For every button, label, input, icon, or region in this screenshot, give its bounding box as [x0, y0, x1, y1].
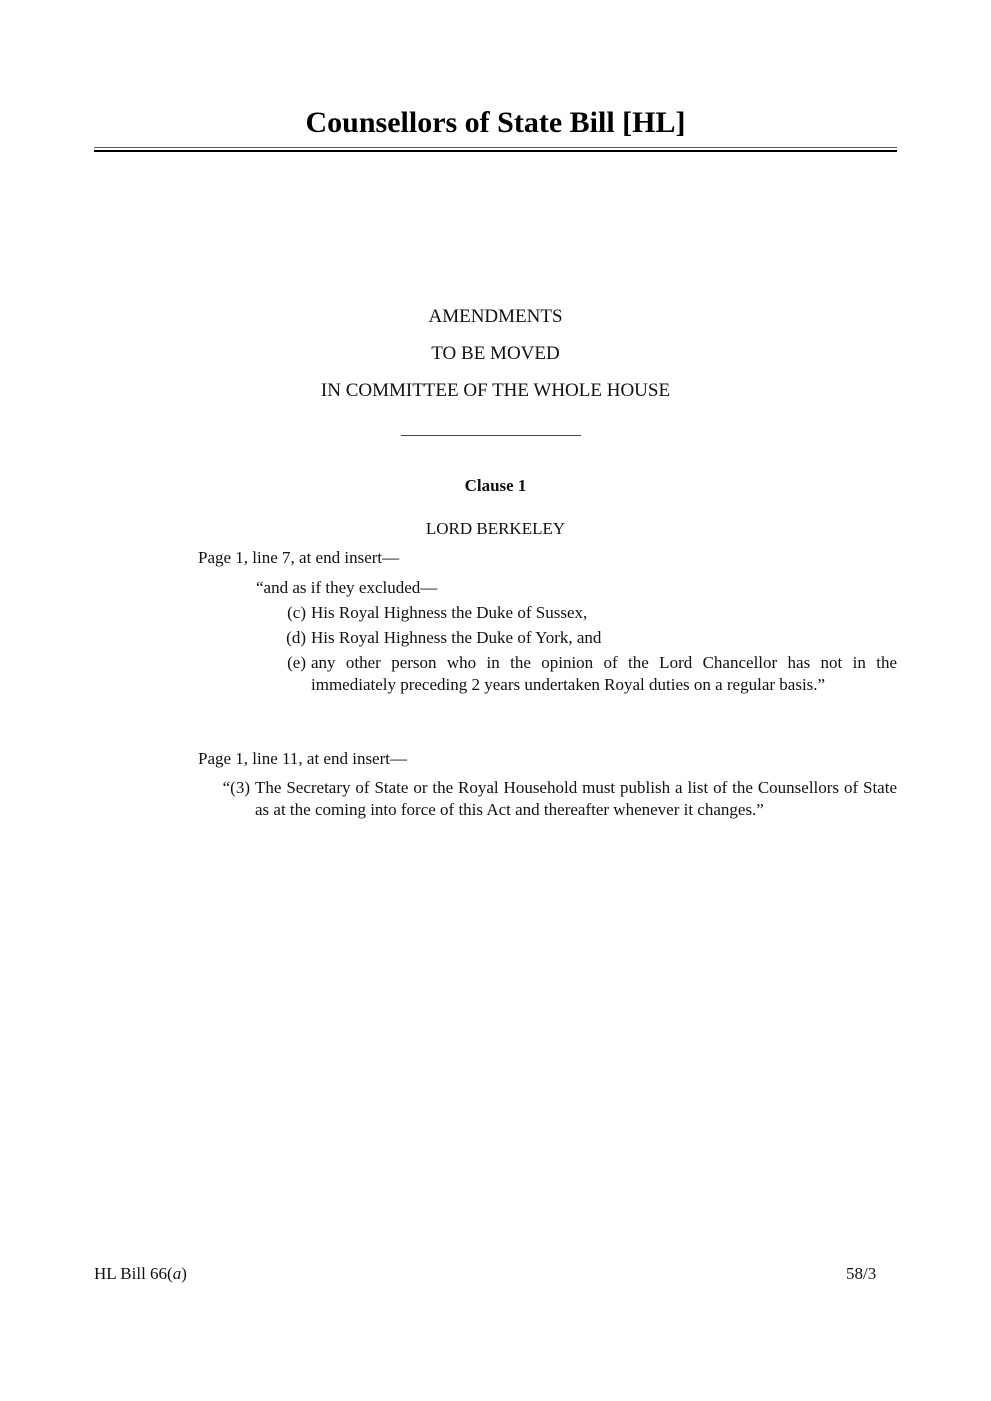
item-text-e: any other person who in the opinion of the Lord Chancellor has not in the immediately preceding 2 years undertaken Royal duties on a regular basis.”: [311, 653, 897, 694]
amendment-1-intro: “and as if they excluded—: [256, 578, 438, 597]
bill-title: Counsellors of State Bill [HL]: [305, 106, 686, 139]
heading-committee: IN COMMITTEE OF THE WHOLE HOUSE: [320, 380, 671, 401]
section-divider: [401, 435, 581, 436]
item-label-c: (c): [287, 603, 306, 622]
item-text-d: His Royal Highness the Duke of York, and: [311, 628, 602, 647]
title-rule-thin: [94, 147, 897, 148]
subsection-label-3: “(3): [222, 778, 250, 797]
bill-reference-suffix-letter: a: [172, 1264, 182, 1283]
heading-amendments: AMENDMENTS: [428, 306, 563, 327]
bill-reference-prefix: HL Bill 66(: [94, 1264, 173, 1283]
heading-to-be-moved: TO BE MOVED: [431, 343, 560, 364]
amendment-mover: LORD BERKELEY: [425, 519, 566, 538]
bill-reference-close: ): [181, 1264, 187, 1283]
title-rule-thick: [94, 150, 897, 152]
item-label-d: (d): [286, 628, 306, 647]
item-label-e: (e): [287, 653, 306, 672]
clause-title: Clause 1: [464, 476, 527, 495]
print-code: 58/3: [846, 1264, 877, 1283]
item-text-c: His Royal Highness the Duke of Sussex,: [311, 603, 588, 622]
subsection-text-3: The Secretary of State or the Royal Household must publish a list of the Counsellors of State as at the coming into force of this Act and thereafter whenever it changes.”: [255, 778, 897, 819]
bill-reference: [94, 1264, 187, 1284]
amendment-2-reference: Page 1, line 11, at end insert—: [198, 749, 407, 768]
amendment-1-reference: Page 1, line 7, at end insert—: [198, 548, 400, 567]
